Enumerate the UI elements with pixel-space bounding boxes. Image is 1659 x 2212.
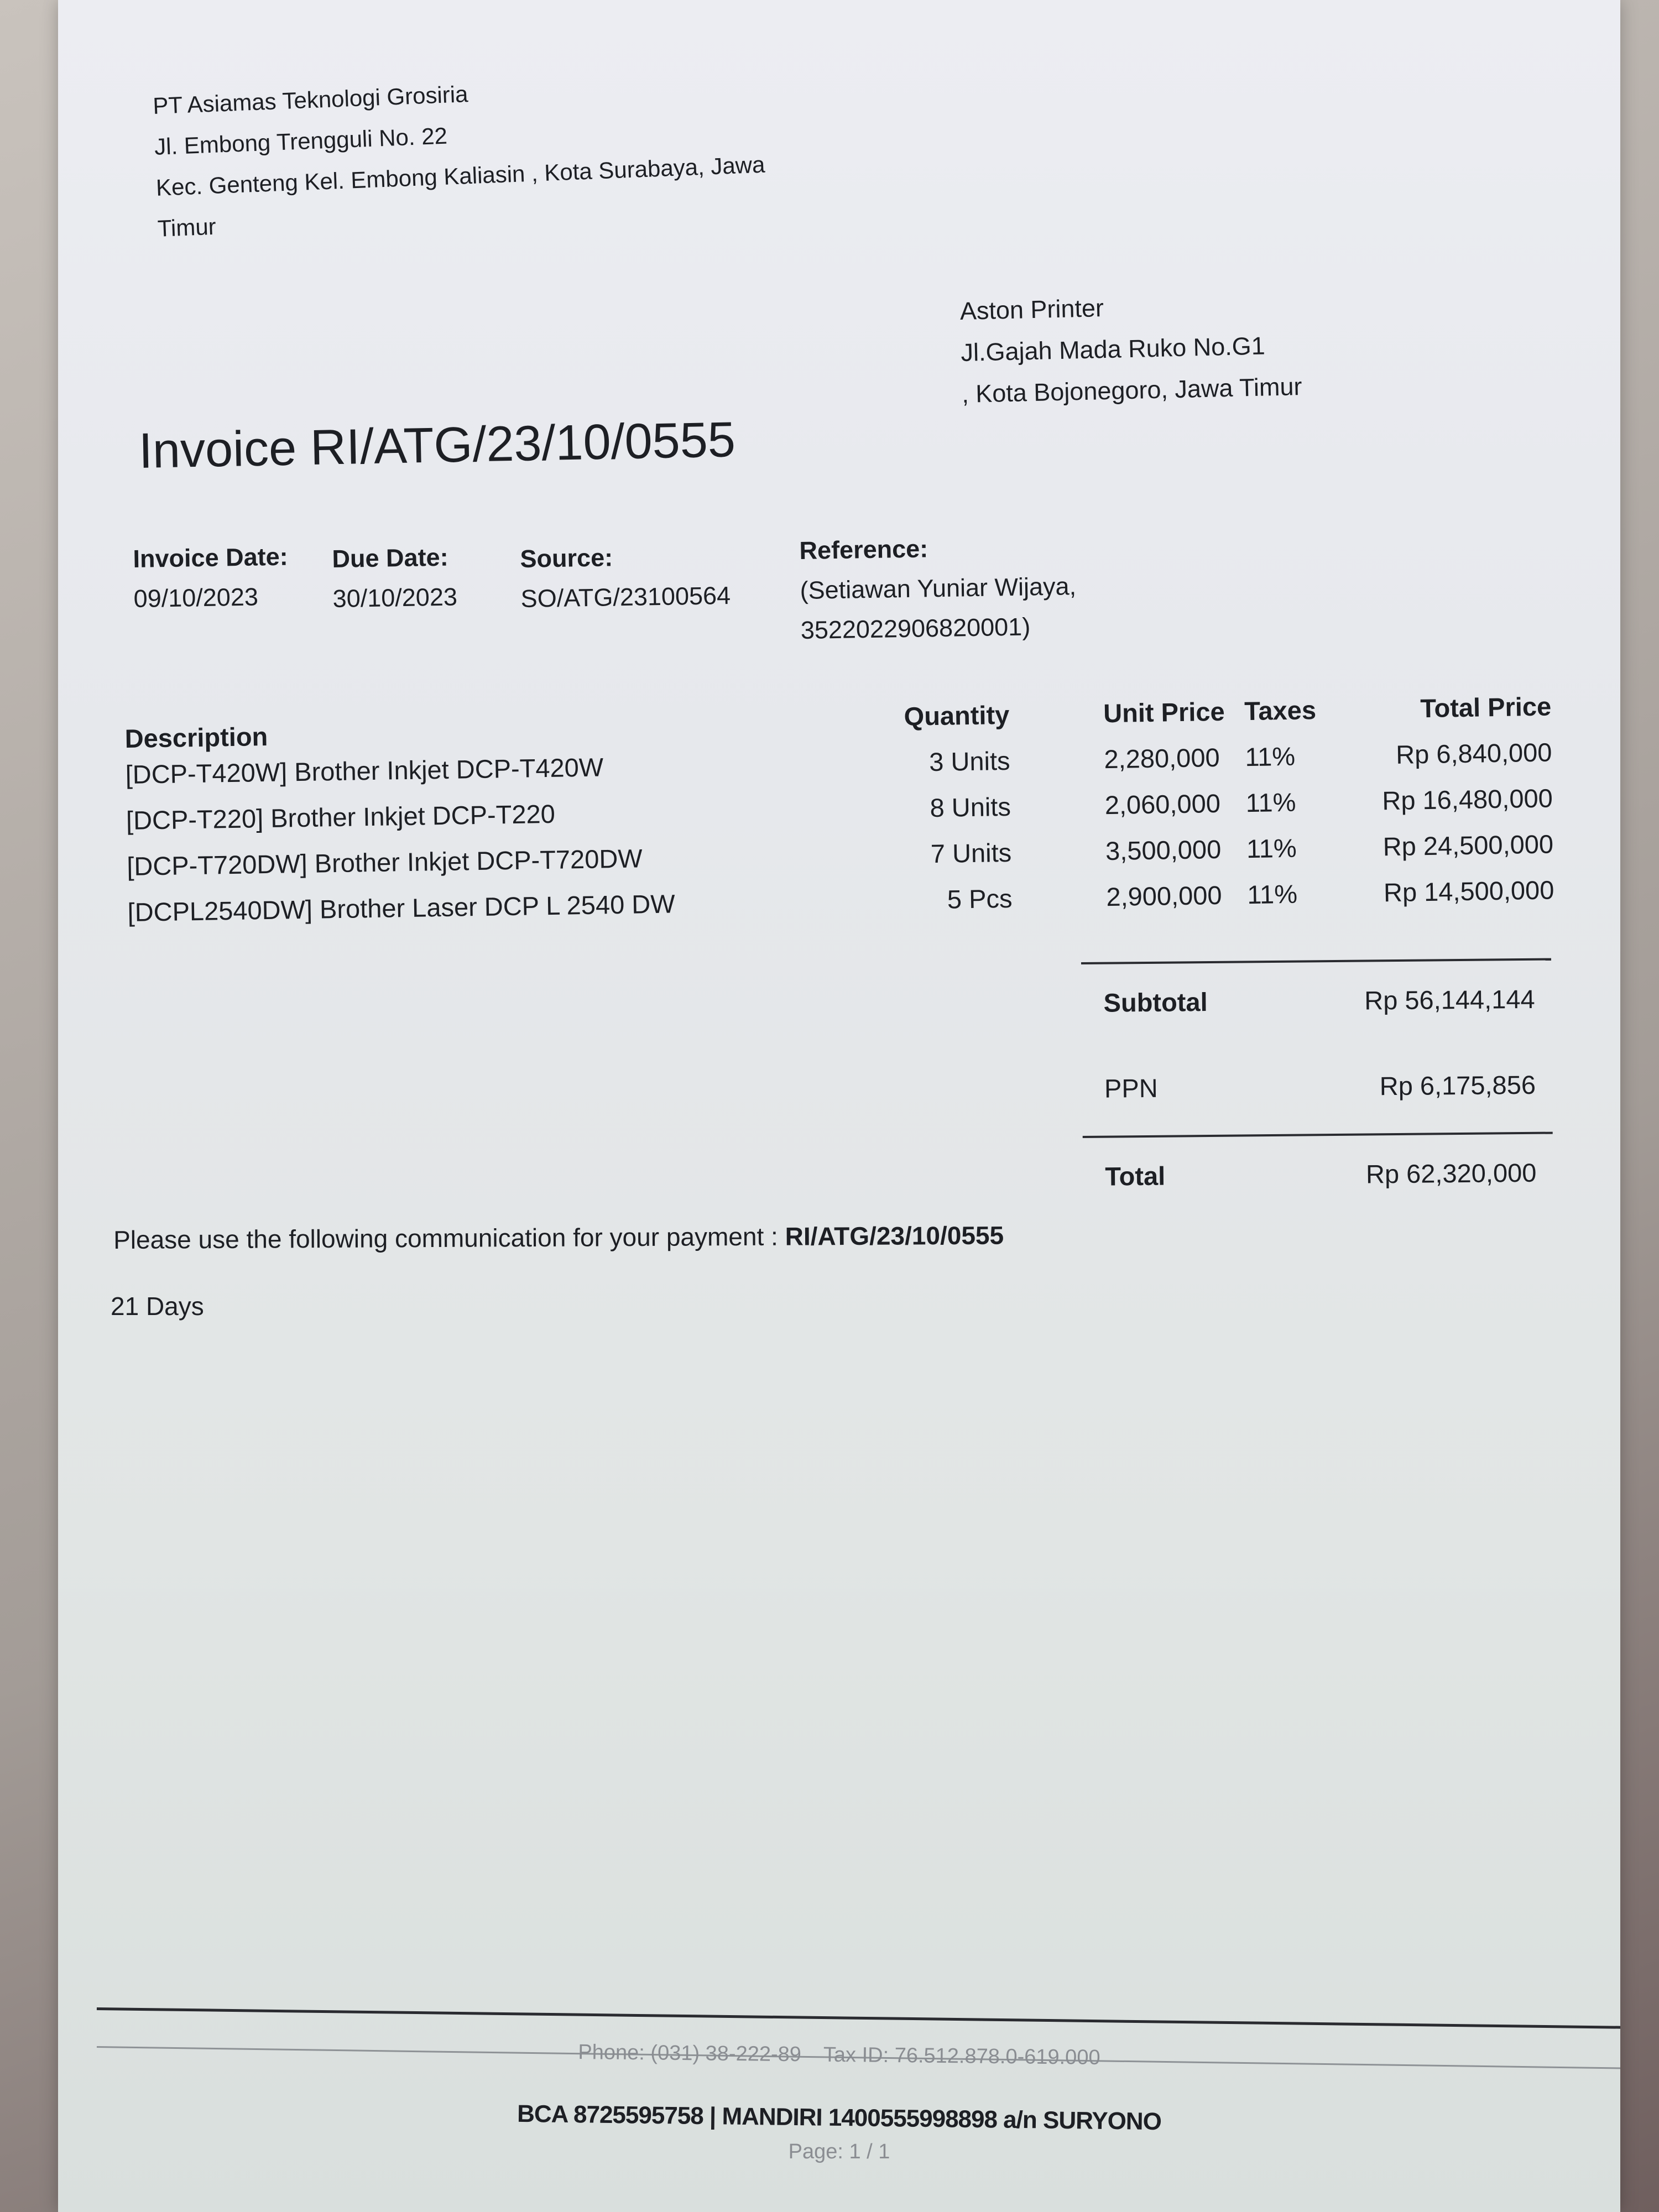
reference-label: Reference: (799, 534, 928, 565)
subtotal-row (1081, 961, 1552, 1050)
total-label: Total (1105, 1161, 1166, 1191)
reference-value: (Setiawan Yuniar Wijaya, (800, 572, 1077, 604)
footer-bank-accounts: BCA 8725595758 | MANDIRI 1400555998898 a/n SURYONO (517, 2100, 1162, 2136)
payment-communication-text: Please use the following communication for your payment : (113, 1222, 785, 1254)
row-taxes: 11% (1246, 879, 1298, 910)
row-total-price: Rp 14,500,000 (1383, 875, 1554, 907)
due-date-label: Due Date: (332, 542, 448, 573)
row-taxes: 11% (1246, 833, 1297, 864)
reference-field (799, 526, 1077, 650)
ppn-value: Rp 6,175,856 (1379, 1070, 1536, 1101)
company-address-block (152, 62, 768, 249)
subtotal-label: Subtotal (1103, 987, 1208, 1018)
row-total-price: Rp 24,500,000 (1383, 829, 1554, 862)
row-taxes: 11% (1245, 787, 1296, 818)
customer-address-line: Jl.Gajah Mada Ruko No.G1 (960, 331, 1266, 367)
due-date-field (332, 537, 457, 619)
header-description: Description (124, 721, 268, 753)
source-value: SO/ATG/23100564 (520, 581, 731, 613)
header-quantity: Quantity (904, 700, 1010, 731)
totals-block (1081, 958, 1553, 1224)
source-field (520, 536, 731, 619)
invoice-title: Invoice RI/ATG/23/10/0555 (138, 412, 736, 479)
company-address-line: Timur (157, 213, 217, 242)
customer-address-line: , Kota Bojonegoro, Jawa Timur (961, 372, 1303, 408)
header-total-price: Total Price (1420, 691, 1552, 723)
row-total-price: Rp 16,480,000 (1381, 783, 1553, 816)
payment-communication (113, 1220, 1004, 1255)
row-description: [DCP-T220] Brother Inkjet DCP-T220 (126, 799, 556, 835)
company-address-line: Kec. Genteng Kel. Embong Kaliasin , Kota Surabaya, Jawa (155, 151, 766, 201)
footer-page-number: Page: 1 / 1 (788, 2140, 890, 2163)
reference-value: 3522022906820001) (800, 612, 1031, 644)
row-unit-price: 2,900,000 (1106, 880, 1222, 912)
payment-reference: RI/ATG/23/10/0555 (785, 1220, 1004, 1251)
row-unit-price: 3,500,000 (1105, 834, 1222, 866)
footer-phone: Phone: (031) 38-222-89 (578, 2041, 802, 2067)
row-description: [DCP-T420W] Brother Inkjet DCP-T420W (125, 752, 604, 789)
header-unit-price: Unit Price (1103, 696, 1225, 728)
invoice-date-field (133, 537, 289, 619)
row-unit-price: 2,060,000 (1104, 788, 1221, 820)
customer-address-block (959, 283, 1302, 415)
customer-name: Aston Printer (959, 294, 1104, 325)
row-quantity: 3 Units (928, 745, 1010, 777)
total-row (1083, 1134, 1553, 1224)
row-total-price: Rp 6,840,000 (1395, 737, 1552, 769)
source-label: Source: (520, 543, 613, 573)
row-quantity: 7 Units (930, 837, 1012, 869)
total-value: Rp 62,320,000 (1365, 1157, 1537, 1189)
row-quantity: 5 Pcs (947, 883, 1013, 914)
ppn-label: PPN (1104, 1073, 1158, 1103)
company-address-line: Jl. Embong Trengguli No. 22 (154, 122, 448, 160)
row-unit-price: 2,280,000 (1104, 742, 1220, 774)
row-description: [DCP-T720DW] Brother Inkjet DCP-T720DW (126, 843, 643, 881)
company-name: PT Asiamas Teknologi Grosiria (152, 81, 469, 119)
invoice-lines-table (124, 691, 1566, 943)
invoice-page (58, 0, 1620, 2212)
payment-terms: 21 Days (111, 1292, 204, 1321)
invoice-date-label: Invoice Date: (133, 542, 289, 573)
footer-divider (97, 2007, 1620, 2029)
row-description: [DCPL2540DW] Brother Laser DCP L 2540 DW (127, 889, 675, 927)
ppn-row (1082, 1046, 1552, 1136)
footer-tax-id: Tax ID: 76.512.878.0-619.000 (823, 2043, 1100, 2069)
header-taxes: Taxes (1244, 695, 1317, 726)
row-quantity: 8 Units (930, 791, 1011, 823)
footer-contact (58, 2035, 1620, 2075)
row-taxes: 11% (1245, 741, 1296, 772)
due-date-value: 30/10/2023 (332, 582, 458, 613)
invoice-date-value: 09/10/2023 (133, 582, 259, 613)
subtotal-value: Rp 56,144,144 (1364, 984, 1535, 1015)
